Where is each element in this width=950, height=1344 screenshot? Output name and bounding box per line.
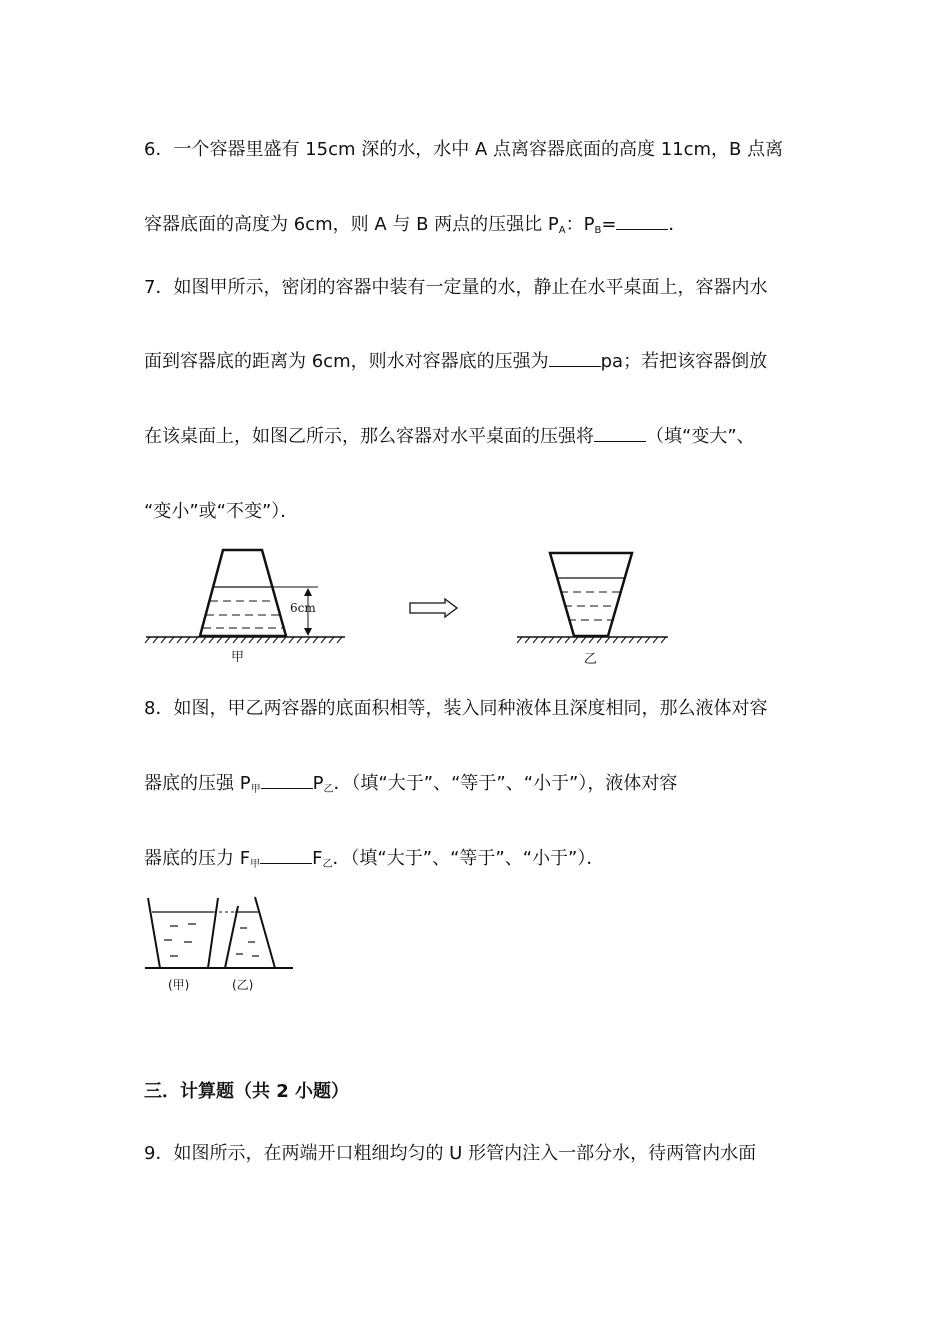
q9-line-1: 9．如图所示，在两端开口粗细均匀的 U 形管内注入一部分水，待两管内水面: [144, 1143, 757, 1164]
q8-text-p: P: [312, 773, 324, 794]
q8-line-1: 8．如图，甲乙两容器的底面积相等，装入同种液体且深度相同，那么液体对容: [144, 698, 768, 719]
q7-line-1: 7．如图甲所示，密闭的容器中装有一定量的水，静止在水平桌面上，容器内水: [144, 277, 768, 298]
q7-text-post: pa；若把该容器倒放: [600, 351, 768, 372]
q7-line-2: [144, 350, 767, 374]
q7-label-jia: 甲: [231, 650, 245, 665]
q7-container-jia: [200, 550, 286, 636]
q6-line-2: [144, 213, 686, 240]
q8-answer-blank-1: [261, 772, 313, 789]
q6-answer-blank: [616, 213, 668, 230]
q8-text-f: F: [312, 848, 323, 869]
right-arrow-icon: [410, 599, 457, 617]
q8-line-2: [144, 772, 677, 799]
q8-sub-yi: 乙: [323, 784, 334, 795]
q7-figure: [140, 545, 680, 670]
q7-text-post-3: （填“变大”、: [646, 426, 755, 447]
q6-text-end: ．: [668, 214, 687, 235]
q6-text-mid: ：P: [565, 214, 595, 235]
q8-sub-yi-2: 乙: [322, 859, 333, 870]
q7-label-yi: 乙: [584, 652, 598, 667]
q8-line-3: [144, 847, 604, 874]
q8-figure: [140, 892, 300, 997]
q7-height-label: 6cm: [290, 601, 316, 615]
q6-sub-a: A: [558, 225, 566, 236]
q8-label-jia: (甲): [168, 978, 190, 992]
q7-line-4: “变小”或“不变”）．: [144, 501, 299, 522]
q6-text-pre: 容器底面的高度为 6cm，则 A 与 B 两点的压强比 P: [144, 214, 559, 235]
q7-text-pre: 面到容器底的距离为 6cm，则水对容器底的压强为: [144, 351, 549, 372]
q8-answer-blank-2: [260, 847, 312, 864]
q7-line-3: [144, 425, 755, 449]
q8-text-post: ．（填“大于”、“等于”、“小于”），液体对容: [333, 773, 678, 794]
q6-sub-b: B: [594, 225, 602, 236]
q8-sub-jia-2: 甲: [250, 859, 261, 870]
q7-answer-blank-2: [594, 425, 646, 442]
q8-sub-jia: 甲: [250, 784, 261, 795]
q6-line-1: 6．一个容器里盛有 15cm 深的水，水中 A 点离容器底面的高度 11cm，B 点离: [144, 139, 784, 160]
q7-text-pre-3: 在该桌面上，如图乙所示，那么容器对水平桌面的压强将: [144, 426, 594, 447]
q8-text-pre-3: 器底的压力 F: [144, 848, 251, 869]
q7-answer-blank-1: [549, 350, 601, 367]
q7-container-yi: [550, 553, 632, 636]
section-3-title: 三．计算题（共 2 小题）: [144, 1081, 350, 1102]
q8-text-post-3: ．（填“大于”、“等于”、“小于”）．: [332, 848, 605, 869]
q8-label-yi: (乙): [232, 978, 254, 992]
q6-text-eq: =: [601, 214, 617, 235]
q8-text-pre: 器底的压强 P: [144, 773, 251, 794]
